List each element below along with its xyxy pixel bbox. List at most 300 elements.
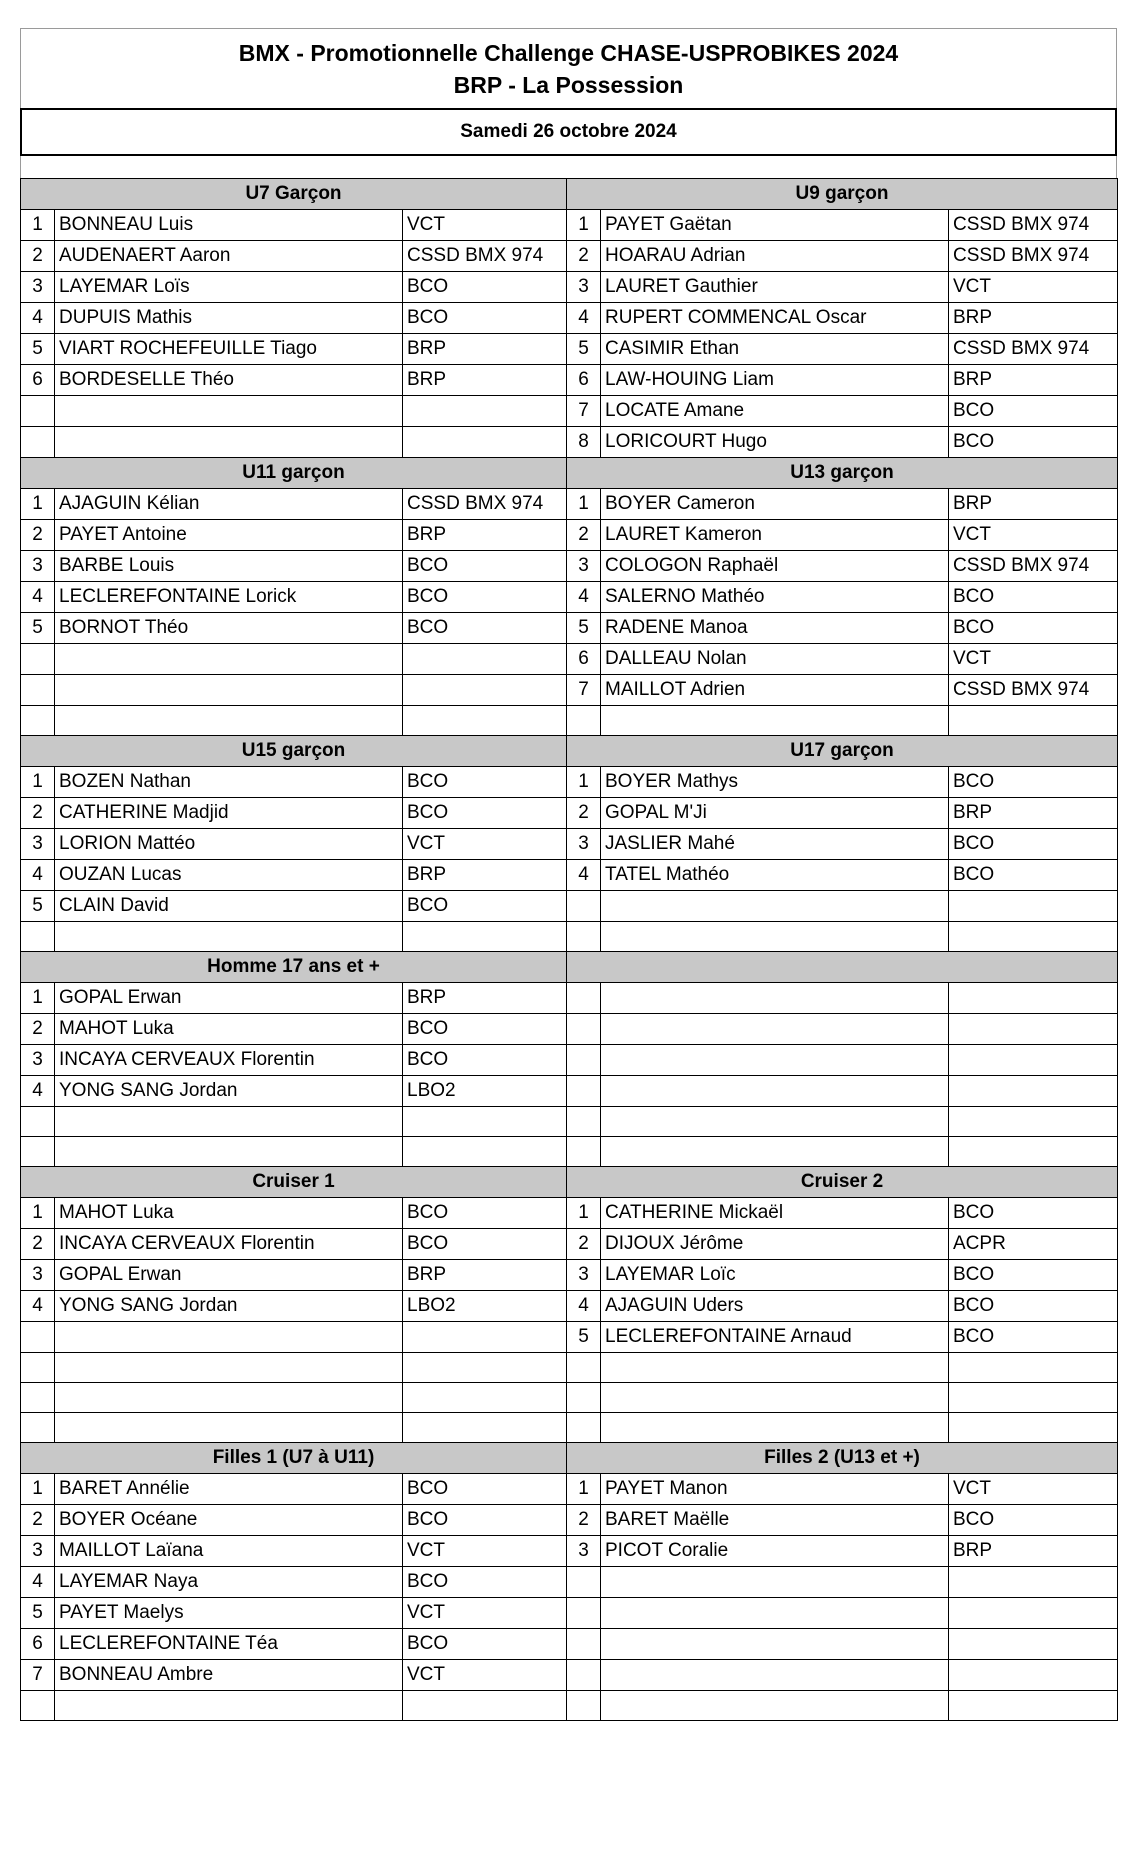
club-name: BRP	[403, 983, 567, 1014]
rider-name: SALERNO Mathéo	[601, 582, 949, 613]
rider-name: BONNEAU Ambre	[55, 1660, 403, 1691]
rank-cell: 4	[567, 860, 601, 891]
category-header-row	[21, 952, 1118, 983]
club-name	[403, 1137, 567, 1167]
table-row	[21, 1567, 1118, 1598]
club-name	[949, 1567, 1118, 1598]
table-row	[21, 983, 1118, 1014]
rider-name	[55, 396, 403, 427]
rider-name: LAYEMAR Loïc	[601, 1260, 949, 1291]
table-row	[21, 675, 1118, 706]
rider-name: DUPUIS Mathis	[55, 303, 403, 334]
rider-name	[601, 1137, 949, 1167]
rank-cell: 7	[21, 1660, 55, 1691]
rider-name: LAYEMAR Naya	[55, 1567, 403, 1598]
club-name: BCO	[949, 427, 1118, 458]
club-name: BRP	[403, 520, 567, 551]
rider-name: YONG SANG Jordan	[55, 1291, 403, 1322]
rider-name: PICOT Coralie	[601, 1536, 949, 1567]
rank-cell: 5	[21, 334, 55, 365]
rank-cell: 5	[567, 1322, 601, 1353]
club-name: BCO	[403, 1014, 567, 1045]
rider-name: BORNOT Théo	[55, 613, 403, 644]
rank-cell	[567, 983, 601, 1014]
rank-cell	[567, 1353, 601, 1383]
event-title: BMX - Promotionnelle Challenge CHASE-USPROBIKES 2024	[238, 39, 899, 66]
rank-cell: 5	[21, 613, 55, 644]
rank-cell: 4	[567, 582, 601, 613]
rank-cell: 3	[21, 1045, 55, 1076]
club-name: CSSD BMX 974	[403, 489, 567, 520]
rider-name: VIART ROCHEFEUILLE Tiago	[55, 334, 403, 365]
table-row	[21, 1260, 1118, 1291]
club-name	[949, 1014, 1118, 1045]
rank-cell	[21, 706, 55, 736]
category-title	[567, 952, 1118, 983]
club-name	[949, 1076, 1118, 1107]
rank-cell: 1	[567, 1474, 601, 1505]
rank-cell: 2	[567, 798, 601, 829]
club-name: BCO	[403, 767, 567, 798]
rank-cell	[567, 1107, 601, 1137]
rank-cell	[567, 1598, 601, 1629]
rider-name	[601, 706, 949, 736]
table-row	[21, 798, 1118, 829]
rank-cell: 3	[567, 551, 601, 582]
table-row	[21, 860, 1118, 891]
category-title: Cruiser 2	[567, 1167, 1118, 1198]
club-name: BRP	[949, 1536, 1118, 1567]
rider-name: HOARAU Adrian	[601, 241, 949, 272]
rider-name: LAURET Gauthier	[601, 272, 949, 303]
rider-name: LAYEMAR Loïs	[55, 272, 403, 303]
club-name	[403, 1107, 567, 1137]
rider-name	[601, 1045, 949, 1076]
club-name: CSSD BMX 974	[949, 241, 1118, 272]
rank-cell: 1	[567, 210, 601, 241]
rank-cell: 2	[567, 520, 601, 551]
club-name: BCO	[949, 582, 1118, 613]
rider-name: BARBE Louis	[55, 551, 403, 582]
club-name: BCO	[949, 1198, 1118, 1229]
club-name	[949, 1045, 1118, 1076]
rider-name	[601, 1076, 949, 1107]
club-name: VCT	[403, 1598, 567, 1629]
category-title: U13 garçon	[567, 458, 1118, 489]
rank-cell: 3	[21, 551, 55, 582]
club-name: BCO	[949, 767, 1118, 798]
rank-cell	[21, 675, 55, 706]
rider-name: BARET Annélie	[55, 1474, 403, 1505]
rank-cell	[567, 1413, 601, 1443]
event-venue: BRP - La Possession	[453, 71, 684, 98]
table-row	[21, 1198, 1118, 1229]
rank-cell: 7	[567, 396, 601, 427]
table-row	[21, 1474, 1118, 1505]
club-name	[949, 706, 1118, 736]
rank-cell: 3	[567, 272, 601, 303]
rank-cell	[21, 427, 55, 458]
rider-name: CASIMIR Ethan	[601, 334, 949, 365]
rider-name: TATEL Mathéo	[601, 860, 949, 891]
table-row	[21, 427, 1118, 458]
rider-name: PAYET Maelys	[55, 1598, 403, 1629]
rank-cell: 2	[21, 520, 55, 551]
club-name: BRP	[403, 1260, 567, 1291]
rider-name: BOZEN Nathan	[55, 767, 403, 798]
rider-name: MAILLOT Adrien	[601, 675, 949, 706]
table-row	[21, 520, 1118, 551]
rider-name: BOYER Océane	[55, 1505, 403, 1536]
rider-name	[55, 644, 403, 675]
club-name: BCO	[403, 891, 567, 922]
club-name: BRP	[403, 365, 567, 396]
rider-name: AUDENAERT Aaron	[55, 241, 403, 272]
club-name: VCT	[403, 1536, 567, 1567]
rider-name	[601, 1567, 949, 1598]
rank-cell: 3	[21, 1260, 55, 1291]
rank-cell	[567, 891, 601, 922]
club-name	[403, 427, 567, 458]
club-name	[949, 1137, 1118, 1167]
category-title: U17 garçon	[567, 736, 1118, 767]
club-name	[949, 983, 1118, 1014]
rider-name	[55, 1383, 403, 1413]
rank-cell: 1	[567, 489, 601, 520]
table-row	[21, 334, 1118, 365]
rider-name	[601, 1413, 949, 1443]
category-title: Cruiser 1	[21, 1167, 567, 1198]
rider-name: LECLEREFONTAINE Arnaud	[601, 1322, 949, 1353]
rider-name: PAYET Manon	[601, 1474, 949, 1505]
table-row	[21, 706, 1118, 736]
rank-cell	[21, 1322, 55, 1353]
rider-name: CATHERINE Mickaël	[601, 1198, 949, 1229]
rider-name: JASLIER Mahé	[601, 829, 949, 860]
results-table	[20, 178, 1118, 1721]
category-header-row	[21, 1443, 1118, 1474]
club-name	[403, 1383, 567, 1413]
rider-name	[55, 706, 403, 736]
club-name: VCT	[949, 1474, 1118, 1505]
rider-name: DALLEAU Nolan	[601, 644, 949, 675]
rider-name	[55, 1137, 403, 1167]
rider-name	[601, 983, 949, 1014]
club-name: BCO	[403, 1629, 567, 1660]
rank-cell: 2	[21, 1505, 55, 1536]
rank-cell: 2	[21, 241, 55, 272]
category-title: U7 Garçon	[21, 179, 567, 210]
rider-name: LOCATE Amane	[601, 396, 949, 427]
club-name: BCO	[403, 1474, 567, 1505]
rank-cell: 7	[567, 675, 601, 706]
rank-cell: 2	[567, 1229, 601, 1260]
table-row	[21, 551, 1118, 582]
rider-name	[55, 1691, 403, 1721]
table-row	[21, 1660, 1118, 1691]
club-name: VCT	[403, 210, 567, 241]
rank-cell: 5	[21, 891, 55, 922]
table-row	[21, 1107, 1118, 1137]
rider-name: PAYET Antoine	[55, 520, 403, 551]
rider-name	[55, 1413, 403, 1443]
category-header-row	[21, 179, 1118, 210]
rank-cell	[567, 1629, 601, 1660]
rank-cell: 4	[21, 582, 55, 613]
rank-cell	[567, 1660, 601, 1691]
club-name: VCT	[403, 829, 567, 860]
rider-name: AJAGUIN Uders	[601, 1291, 949, 1322]
table-row	[21, 1691, 1118, 1721]
rank-cell: 3	[567, 829, 601, 860]
rank-cell: 4	[21, 860, 55, 891]
club-name: CSSD BMX 974	[403, 241, 567, 272]
club-name: CSSD BMX 974	[949, 334, 1118, 365]
event-date: Samedi 26 octobre 2024	[20, 108, 1117, 156]
club-name: BCO	[949, 1322, 1118, 1353]
rider-name: PAYET Gaëtan	[601, 210, 949, 241]
rank-cell	[567, 1567, 601, 1598]
table-row	[21, 210, 1118, 241]
table-row	[21, 829, 1118, 860]
rank-cell	[21, 1353, 55, 1383]
table-row	[21, 1629, 1118, 1660]
rider-name: LORION Mattéo	[55, 829, 403, 860]
rank-cell	[567, 1014, 601, 1045]
club-name: BRP	[949, 489, 1118, 520]
rank-cell: 1	[567, 1198, 601, 1229]
club-name: BCO	[403, 272, 567, 303]
rank-cell	[21, 1413, 55, 1443]
rider-name	[55, 1322, 403, 1353]
club-name	[403, 675, 567, 706]
rank-cell	[21, 1137, 55, 1167]
rider-name	[55, 1353, 403, 1383]
rank-cell: 1	[21, 1474, 55, 1505]
rank-cell	[21, 922, 55, 952]
rank-cell: 2	[567, 241, 601, 272]
rider-name: INCAYA CERVEAUX Florentin	[55, 1229, 403, 1260]
club-name: BCO	[403, 1567, 567, 1598]
rank-cell: 6	[21, 1629, 55, 1660]
category-header-row	[21, 1167, 1118, 1198]
club-name: BRP	[403, 860, 567, 891]
club-name	[949, 1413, 1118, 1443]
rider-name: OUZAN Lucas	[55, 860, 403, 891]
club-name: BRP	[403, 334, 567, 365]
rank-cell: 8	[567, 427, 601, 458]
club-name: VCT	[949, 520, 1118, 551]
rider-name	[601, 1691, 949, 1721]
rider-name	[601, 1014, 949, 1045]
rank-cell	[567, 1076, 601, 1107]
title-block	[20, 28, 1117, 108]
rank-cell: 4	[21, 1291, 55, 1322]
rider-name	[601, 1353, 949, 1383]
rank-cell: 5	[21, 1598, 55, 1629]
category-header-row	[21, 736, 1118, 767]
rank-cell: 1	[567, 767, 601, 798]
table-row	[21, 891, 1118, 922]
table-row	[21, 272, 1118, 303]
table-row	[21, 1353, 1118, 1383]
rank-cell: 4	[567, 303, 601, 334]
category-title: Filles 2 (U13 et +)	[567, 1443, 1118, 1474]
rank-cell: 4	[21, 1076, 55, 1107]
rank-cell	[567, 1137, 601, 1167]
table-row	[21, 1505, 1118, 1536]
table-row	[21, 1076, 1118, 1107]
rider-name	[55, 922, 403, 952]
category-title: U11 garçon	[21, 458, 567, 489]
table-row	[21, 1598, 1118, 1629]
rank-cell: 6	[21, 365, 55, 396]
club-name	[949, 1598, 1118, 1629]
results-sheet	[20, 28, 1117, 1721]
club-name	[403, 922, 567, 952]
table-row	[21, 241, 1118, 272]
table-row	[21, 303, 1118, 334]
club-name: BCO	[403, 798, 567, 829]
rank-cell: 3	[567, 1260, 601, 1291]
rank-cell: 2	[21, 798, 55, 829]
club-name: BRP	[949, 798, 1118, 829]
table-row	[21, 922, 1118, 952]
rank-cell: 5	[567, 613, 601, 644]
club-name: ACPR	[949, 1229, 1118, 1260]
club-name	[949, 1691, 1118, 1721]
rider-name	[601, 922, 949, 952]
club-name	[403, 396, 567, 427]
table-row	[21, 1291, 1118, 1322]
rank-cell: 4	[21, 1567, 55, 1598]
category-header-row	[21, 458, 1118, 489]
rider-name: GOPAL M'Ji	[601, 798, 949, 829]
club-name: LBO2	[403, 1076, 567, 1107]
rank-cell: 3	[21, 272, 55, 303]
club-name	[949, 1353, 1118, 1383]
rank-cell	[21, 644, 55, 675]
rider-name: INCAYA CERVEAUX Florentin	[55, 1045, 403, 1076]
rider-name	[601, 1107, 949, 1137]
club-name: CSSD BMX 974	[949, 675, 1118, 706]
club-name: VCT	[949, 272, 1118, 303]
rider-name: BARET Maëlle	[601, 1505, 949, 1536]
club-name: VCT	[949, 644, 1118, 675]
table-row	[21, 1014, 1118, 1045]
rank-cell: 1	[21, 489, 55, 520]
club-name: BCO	[949, 613, 1118, 644]
rank-cell	[567, 1691, 601, 1721]
rider-name: BONNEAU Luis	[55, 210, 403, 241]
club-name: BCO	[949, 396, 1118, 427]
rider-name: DIJOUX Jérôme	[601, 1229, 949, 1260]
rider-name: BOYER Cameron	[601, 489, 949, 520]
rider-name	[601, 1629, 949, 1660]
rank-cell: 2	[21, 1014, 55, 1045]
table-row	[21, 582, 1118, 613]
club-name: LBO2	[403, 1291, 567, 1322]
table-row	[21, 1322, 1118, 1353]
rider-name	[601, 1598, 949, 1629]
club-name	[403, 1691, 567, 1721]
rank-cell: 6	[567, 644, 601, 675]
spacer	[20, 156, 1117, 178]
club-name: BCO	[949, 1505, 1118, 1536]
club-name: CSSD BMX 974	[949, 210, 1118, 241]
rider-name	[55, 427, 403, 458]
category-title: Homme 17 ans et +	[21, 952, 567, 983]
rank-cell	[21, 1383, 55, 1413]
club-name: BCO	[403, 1505, 567, 1536]
rank-cell: 2	[21, 1229, 55, 1260]
category-title: U15 garçon	[21, 736, 567, 767]
club-name: BRP	[949, 365, 1118, 396]
club-name	[949, 922, 1118, 952]
rider-name: BOYER Mathys	[601, 767, 949, 798]
rider-name: GOPAL Erwan	[55, 1260, 403, 1291]
club-name	[949, 1629, 1118, 1660]
rank-cell: 4	[21, 303, 55, 334]
club-name: BCO	[949, 860, 1118, 891]
rank-cell: 4	[567, 1291, 601, 1322]
club-name	[403, 1353, 567, 1383]
table-row	[21, 1137, 1118, 1167]
table-row	[21, 1229, 1118, 1260]
rank-cell	[567, 922, 601, 952]
club-name	[949, 891, 1118, 922]
club-name	[403, 1413, 567, 1443]
rider-name: LECLEREFONTAINE Téa	[55, 1629, 403, 1660]
club-name: CSSD BMX 974	[949, 551, 1118, 582]
category-title: Filles 1 (U7 à U11)	[21, 1443, 567, 1474]
table-row	[21, 1045, 1118, 1076]
rider-name: CATHERINE Madjid	[55, 798, 403, 829]
rider-name: LAURET Kameron	[601, 520, 949, 551]
rider-name: GOPAL Erwan	[55, 983, 403, 1014]
table-row	[21, 613, 1118, 644]
table-row	[21, 1536, 1118, 1567]
club-name: BCO	[403, 551, 567, 582]
rider-name: LAW-HOUING Liam	[601, 365, 949, 396]
club-name: BCO	[949, 829, 1118, 860]
rider-name: MAILLOT Laïana	[55, 1536, 403, 1567]
club-name: BRP	[949, 303, 1118, 334]
club-name: BCO	[403, 1045, 567, 1076]
table-row	[21, 644, 1118, 675]
rank-cell	[21, 1691, 55, 1721]
rider-name	[55, 1107, 403, 1137]
rider-name: YONG SANG Jordan	[55, 1076, 403, 1107]
table-row	[21, 396, 1118, 427]
rider-name: RADENE Manoa	[601, 613, 949, 644]
club-name: BCO	[403, 303, 567, 334]
club-name: BCO	[949, 1260, 1118, 1291]
rider-name: MAHOT Luka	[55, 1014, 403, 1045]
table-row	[21, 365, 1118, 396]
rank-cell: 5	[567, 334, 601, 365]
club-name	[949, 1107, 1118, 1137]
rank-cell: 1	[21, 767, 55, 798]
rider-name	[601, 1383, 949, 1413]
rider-name: LECLEREFONTAINE Lorick	[55, 582, 403, 613]
rider-name: COLOGON Raphaël	[601, 551, 949, 582]
rider-name	[55, 675, 403, 706]
club-name	[403, 706, 567, 736]
category-title: U9 garçon	[567, 179, 1118, 210]
club-name: BCO	[403, 1198, 567, 1229]
rider-name: RUPERT COMMENCAL Oscar	[601, 303, 949, 334]
